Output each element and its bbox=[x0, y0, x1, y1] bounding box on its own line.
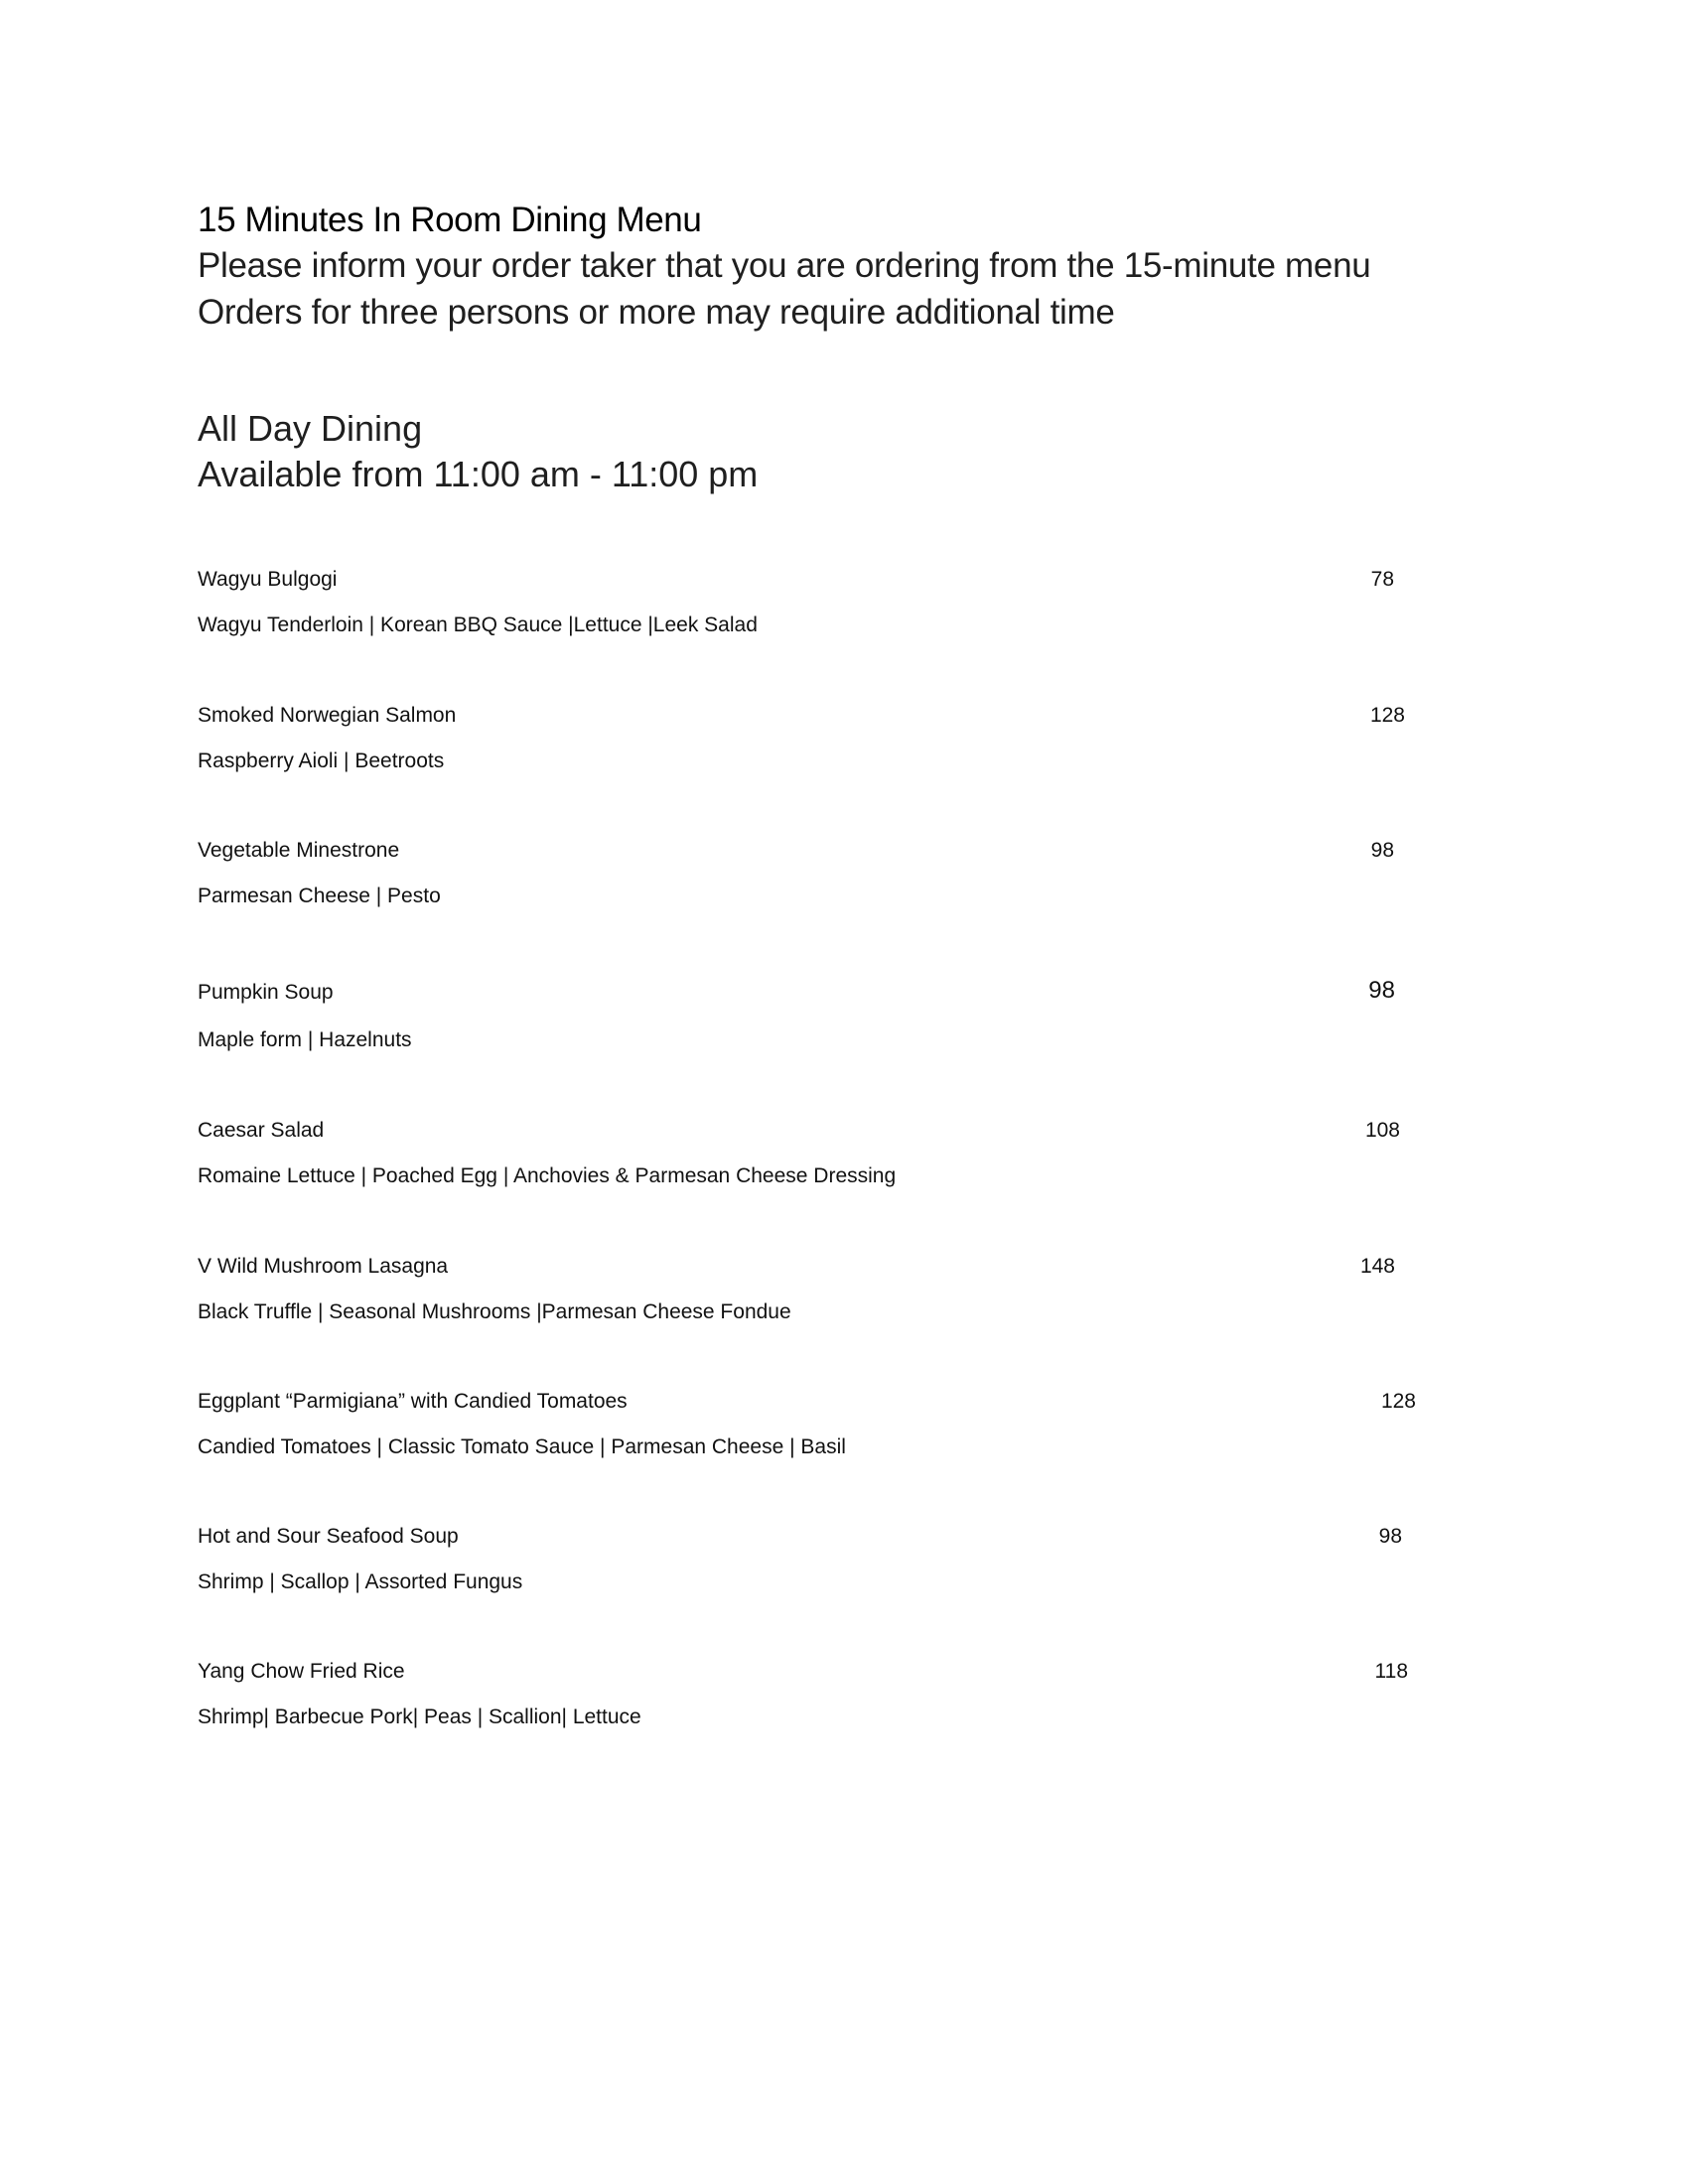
menu-item-price: 128 bbox=[1369, 704, 1405, 727]
section-title: All Day Dining bbox=[198, 408, 423, 449]
menu-item-description: Maple form | Hazelnuts bbox=[198, 1028, 412, 1051]
menu-item-description: Parmesan Cheese | Pesto bbox=[198, 885, 441, 907]
menu-item-name: Eggplant “Parmigiana” with Candied Tomatoes bbox=[198, 1390, 628, 1413]
menu-item-name: Wagyu Bulgogi bbox=[198, 568, 338, 591]
menu-item-price: 118 bbox=[1374, 1660, 1408, 1683]
menu-item-description: Candied Tomatoes | Classic Tomato Sauce | Parmesan Cheese | Basil bbox=[198, 1435, 846, 1458]
menu-item-description: Raspberry Aioli | Beetroots bbox=[198, 750, 445, 772]
menu-item-name: Pumpkin Soup bbox=[198, 981, 334, 1004]
menu-item-name: V Wild Mushroom Lasagna bbox=[198, 1255, 449, 1278]
menu-item-description: Shrimp | Scallop | Assorted Fungus bbox=[198, 1570, 523, 1593]
group-order-note: Orders for three persons or more may require additional time bbox=[198, 293, 1115, 332]
menu-item-price: 148 bbox=[1359, 1255, 1395, 1278]
menu-item-description: Romaine Lettuce | Poached Egg | Anchovies & Parmesan Cheese Dressing bbox=[198, 1164, 897, 1187]
menu-item-name: Smoked Norwegian Salmon bbox=[198, 704, 457, 727]
menu-item-price: 98 bbox=[1368, 977, 1395, 1004]
menu-item-price: 78 bbox=[1370, 568, 1394, 591]
menu-item-name: Hot and Sour Seafood Soup bbox=[198, 1525, 459, 1548]
menu-item-description: Black Truffle | Seasonal Mushrooms |Parmesan Cheese Fondue bbox=[198, 1300, 791, 1323]
menu-item-description: Shrimp| Barbecue Pork| Peas | Scallion| Lettuce bbox=[198, 1706, 641, 1728]
menu-item-name: Yang Chow Fried Rice bbox=[198, 1660, 405, 1683]
menu-item-price: 128 bbox=[1380, 1390, 1416, 1413]
menu-title: 15 Minutes In Room Dining Menu bbox=[198, 201, 702, 239]
menu-item-description: Wagyu Tenderloin | Korean BBQ Sauce |Lettuce |Leek Salad bbox=[198, 614, 758, 636]
menu-item-price: 98 bbox=[1370, 839, 1394, 862]
menu-item-price: 108 bbox=[1364, 1119, 1400, 1142]
order-instruction-line: Please inform your order taker that you are ordering from the 15-minute menu bbox=[198, 246, 1371, 285]
section-hours: Available from 11:00 am - 11:00 pm bbox=[198, 454, 759, 494]
menu-item-name: Vegetable Minestrone bbox=[198, 839, 400, 862]
menu-item-name: Caesar Salad bbox=[198, 1119, 325, 1142]
menu-item-price: 98 bbox=[1378, 1525, 1402, 1548]
